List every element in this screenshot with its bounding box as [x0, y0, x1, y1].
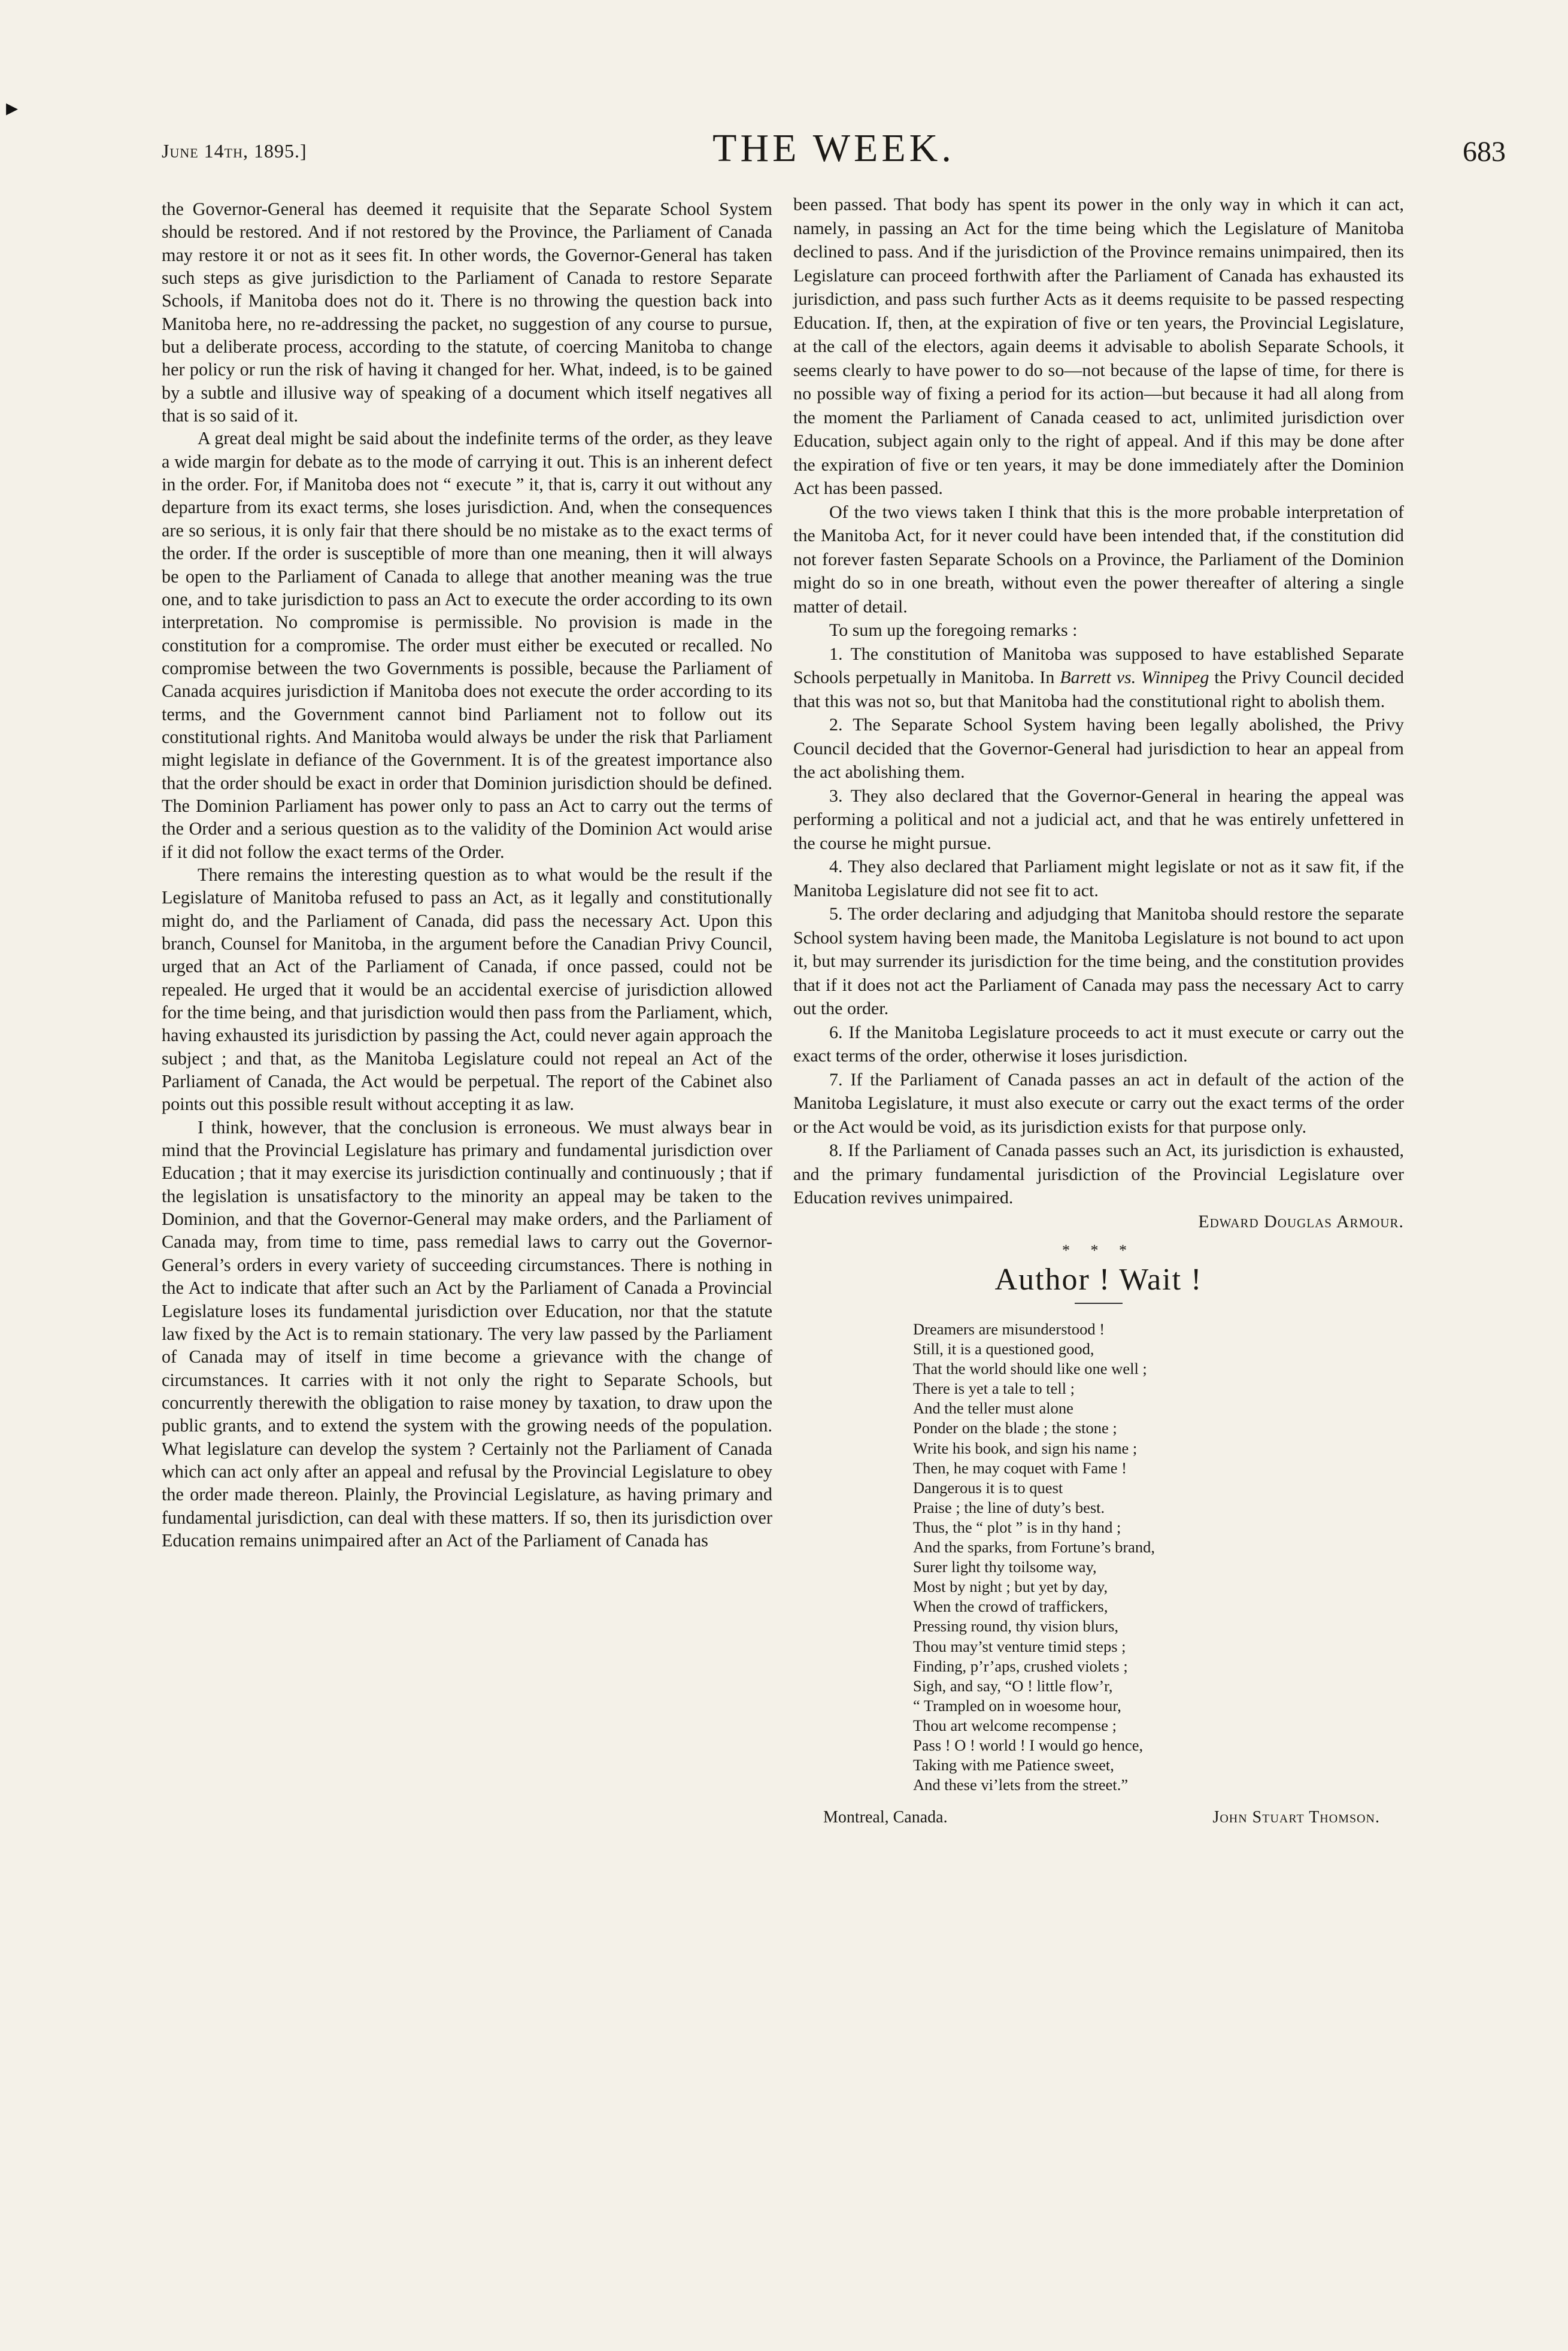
poem-line: Pressing round, thy vision blurs,	[913, 1617, 1119, 1636]
poem-line: Surer light thy toilsome way,	[913, 1558, 1097, 1576]
poem-line: Taking with me Patience sweet,	[913, 1756, 1114, 1774]
title-rule	[1075, 1303, 1123, 1304]
poem-place: Montreal, Canada.	[823, 1808, 948, 1827]
paragraph: There remains the interesting question as to what would be the result if the Legislature of Manitoba refused to pass an Act, as it legally and constitutionally might do, and the Parliament of Canada, did pass the necessary Act. Upon this branch, Counsel for Manitoba, in the argument before the Canadian Privy Council, urged that an Act of the Parliament of Canada, if once passed, could not be repealed. He urged that it would be an accidental exercise of jurisdiction allowed for the time being, and that jurisdiction would then pass from the Parliament, which, having exhausted its jurisdiction by passing the Act, could never again approach the subject ; and that, as the Manitoba Legislature could not repeal an Act of the Parliament of Canada, the Act would be perpetual. The report of the Cabinet also points out this possible result without accepting it as law.	[162, 864, 772, 1115]
page-number: 683	[1463, 136, 1506, 168]
summary-item: 8. If the Parliament of Canada passes such an Act, its jurisdiction is exhausted, and the primary fundamental jurisdiction of the Provincial Legislature over Education revives unimpaired.	[793, 1140, 1404, 1208]
poem-line: Praise ; the line of duty’s best.	[913, 1498, 1105, 1516]
poem-line: And the teller must alone	[913, 1399, 1073, 1418]
paragraph: been passed. That body has spent its power in the only way in which it can act, namely, in passing an Act for the time being which the Legislature of Manitoba declined to pass. And if the jurisdiction of the Province remains unimpaired, then its Legislature can proceed forthwith after the Parliament of Canada has exhausted its jurisdiction, and pass such further Acts as it deems requisite to be passed respecting Education. If, then, at the expiration of five or ten years, the Provincial Legislature, at the call of the electors, again deems it advisable to abolish Separate Schools, it seems clearly to have power to do so—not because of the lapse of time, for there is no possible way of fixing a period for its action—but because it had all along from the moment the Parliament of Canada ceased to act, unlimited jurisdiction over Education, subject again only to the right of appeal. And if this may be done after the expiration of five or ten years, it may be done immediately after the Dominion Act has been passed.	[793, 195, 1404, 498]
issue-date: June 14th, 1895.]	[162, 140, 307, 162]
left-column	[162, 198, 772, 1552]
poem-line: Dangerous it is to quest	[913, 1478, 1063, 1497]
poem-line: Sigh, and say, “O ! little flow’r,	[913, 1676, 1113, 1695]
poem-title: Author ! Wait !	[994, 1263, 1203, 1297]
poem-line: Most by night ; but yet by day,	[913, 1578, 1108, 1596]
margin-mark: ▸	[6, 94, 19, 121]
summary-item: 2. The Separate School System having been legally abolished, the Privy Council decided that the Governor-General had jurisdiction to hear an appeal from the act abolishing them.	[793, 715, 1404, 782]
poem-line: That the world should like one well ;	[913, 1360, 1147, 1378]
poem-line: And these vi’lets from the street.”	[913, 1776, 1129, 1794]
poem-line: Dreamers are misunderstood !	[913, 1320, 1105, 1338]
right-column	[793, 193, 1404, 1827]
summary-item: 3. They also declared that the Governor-General in hearing the appeal was performing a political and not a judicial act, and that he was entirely unfettered in the course he might pursue.	[793, 785, 1404, 853]
summary-item: 7. If the Parliament of Canada passes an act in default of the action of the Manitoba Legislature, it must also execute or carry out the exact terms of the order or the Act would be void, as its jurisdiction exists for that purpose only.	[793, 1069, 1404, 1137]
paragraph: the Governor-General has deemed it requisite that the Separate School System should be restored. And if not restored by the Province, the Parliament of Canada may restore it or not as it sees fit. In other words, the Governor-General has taken such steps as give jurisdiction to the Parliament of Canada to restore Separate Schools, if Manitoba does not do it. There is no throwing the question back into Manitoba here, no re-addressing the packet, no suggestion of any course to pursue, but a deliberate process, according to the statute, of coercing Manitoba to change her policy or run the risk of having it changed for her. What, indeed, is to be gained by a subtle and illusive way of speaking of a document which itself negatives all that is so said of it.	[162, 199, 772, 426]
summary-item: 5. The order declaring and adjudging that Manitoba should restore the separate School system having been made, the Manitoba Legislature is not bound to act upon it, but may surrender its jurisdiction for the time being, and the constitution provides that if it does not act the Parliament of Canada may pass the necessary Act to carry out the order.	[793, 904, 1404, 1018]
poem-line: Pass ! O ! world ! I would go hence,	[913, 1736, 1144, 1754]
poem-attribution	[793, 1803, 1404, 1827]
section-ornament: * * *	[1062, 1242, 1135, 1259]
summary-item	[793, 642, 1404, 714]
poem-body	[913, 1319, 1404, 1795]
article-signature: Edward Douglas Armour.	[1198, 1211, 1404, 1231]
poem-line: There is yet a tale to tell ;	[913, 1379, 1075, 1398]
poem-line: When the crowd of traffickers,	[913, 1597, 1108, 1616]
paragraph: Of the two views taken I think that this is the more probable interpretation of the Manitoba Act, for it never could have been intended that, if the constitution did not forever fasten Separate Schools on a Province, the Parliament of the Dominion might do so in one breath, without even the power thereafter of altering a single matter of detail.	[793, 502, 1404, 617]
poem-line: Finding, p’r’aps, crushed violets ;	[913, 1657, 1128, 1675]
poem-line: “ Trampled on in woesome hour,	[913, 1696, 1121, 1715]
poem-line: Write his book, and sign his name ;	[913, 1439, 1138, 1457]
paragraph: I think, however, that the conclusion is erroneous. We must always bear in mind that the Provincial Legislature has primary and fundamental jurisdiction over Education ; that it may exercise its jurisdiction continually and continuously ; that if the legislation is unsatisfactory to the minority an appeal may be taken to the Dominion, and that the Governor-General may make orders, and the Parliament of Canada may, from time to time, pass remedial laws to carry out the Governor-General’s orders in every variety of succeeding circumstances. There is nothing in the Act to indicate that after such an Act by the Parliament of Canada a Provincial Legislature loses its fundamental jurisdiction over Education, nor that the statute law fixed by the Act is to remain stationary. The very law passed by the Parliament of Canada may of itself in time become a grievance with the change of circumstances. It carries with it not only the right to Separate Schools, but concurrently therewith the obligation to raise money by taxation, to draw upon the public grants, and to extend the system with the growing needs of the population. What legislature can develop the system ? Certainly not the Parliament of Canada which can act only after an appeal and refusal by the Provincial Legislature to obey the order made thereon. Plainly, the Provincial Legislature, as having primary and fundamental jurisdiction, can deal with these matters. If so, then its jurisdiction over Education remains unimpaired after an Act of the Parliament of Canada has	[162, 1117, 772, 1551]
page-header	[162, 126, 1506, 174]
poem-line: Thou may’st venture timid steps ;	[913, 1637, 1126, 1655]
publication-title: THE WEEK.	[712, 126, 955, 170]
poem-line: Thus, the “ plot ” is in thy hand ;	[913, 1518, 1121, 1536]
case-citation: Barrett vs. Winnipeg	[1060, 668, 1209, 687]
poem-line: Still, it is a questioned good,	[913, 1340, 1094, 1358]
summary-item: 4. They also declared that Parliament might legislate or not as it saw fit, if the Manitoba Legislature did not see fit to act.	[793, 857, 1404, 900]
poem-line: Ponder on the blade ; the stone ;	[913, 1419, 1117, 1437]
summary-item-text: the Privy Council decided that this was not so, but that Manitoba had the constitutional right to abolish them.	[793, 668, 1405, 711]
summary-item-text: 1. The constitution of Manitoba was supposed to have established Separate Schools perpetually in Manitoba. In	[793, 644, 1404, 687]
summary-item: 6. If the Manitoba Legislature proceeds to act it must execute or carry out the exact terms of the order, otherwise it loses jurisdiction.	[793, 1022, 1404, 1066]
poem-author: John Stuart Thomson.	[1212, 1808, 1380, 1827]
poem-line: And the sparks, from Fortune’s brand,	[913, 1538, 1155, 1557]
paragraph: A great deal might be said about the indefinite terms of the order, as they leave a wide margin for debate as to the mode of carrying it out. This is an inherent defect in the order. For, if Manitoba does not “ execute ” it, that is, carry it out without any departure from its exact terms, she loses jurisdiction. And, when the consequences are so serious, it is only fair that there should be no mistake as to the exact terms of the order. If the order is susceptible of more than one meaning, then it will always be open to the Parliament of Canada to allege that another meaning was the true one, and to take jurisdiction to pass an Act to execute the order according to its own interpretation. No compromise is permissible. No provision is made in the constitution for a compromise. The order must either be executed or recalled. No compromise between the two Governments is possible, because the Parliament of Canada acquires jurisdiction if Manitoba does not execute the order according to its terms, and the Government cannot bind Parliament not to follow out its constitutional rights. And Manitoba would always be under the risk that Parliament might legislate in defiance of the Government. It is of the greatest importance also that the order should be exact in order that Dominion jurisdiction should be defined. The Dominion Parliament has power only to pass an Act to carry out the terms of the Order and a serious question as to the validity of the Dominion Act would arise if it did not follow the exact terms of the Order.	[162, 428, 772, 862]
poem-line: Thou art welcome recompense ;	[913, 1716, 1117, 1734]
poem-line: Then, he may coquet with Fame !	[913, 1458, 1127, 1477]
paragraph: To sum up the foregoing remarks :	[829, 620, 1078, 640]
